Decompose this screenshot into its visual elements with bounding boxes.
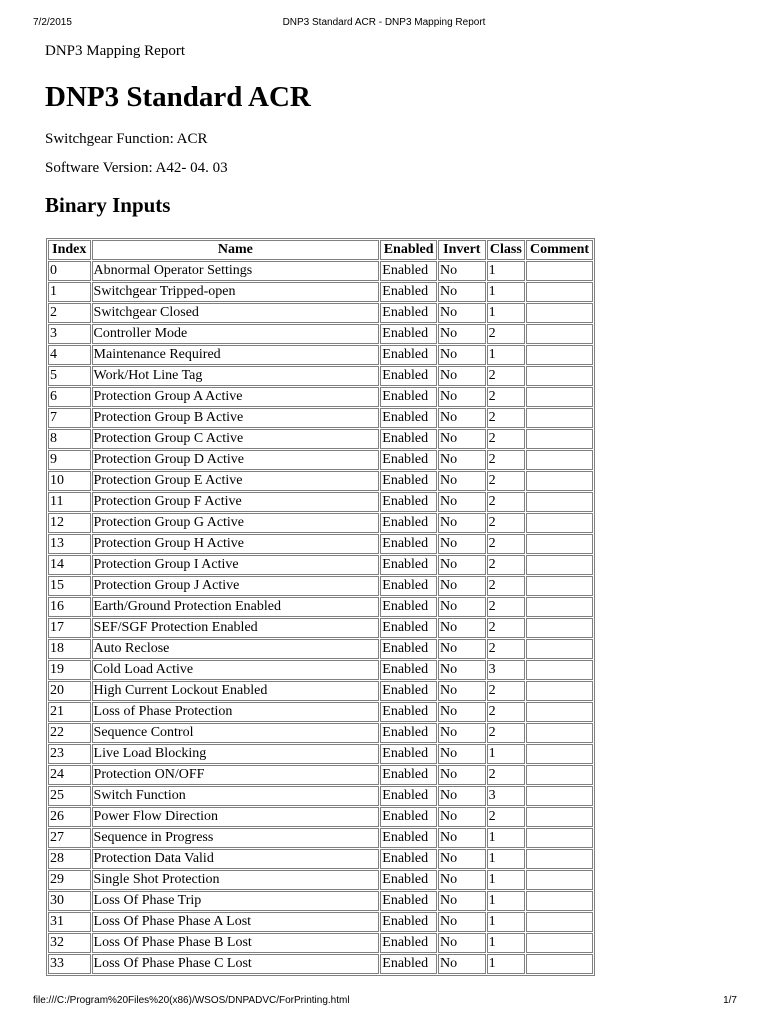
cell-comment (526, 387, 593, 407)
cell-comment (526, 870, 593, 890)
cell-comment (526, 639, 593, 659)
cell-invert: No (438, 429, 486, 449)
cell-index: 5 (48, 366, 91, 386)
cell-comment (526, 807, 593, 827)
cell-class: 2 (487, 597, 525, 617)
header-enabled: Enabled (380, 240, 437, 260)
cell-enabled: Enabled (380, 933, 437, 953)
cell-comment (526, 660, 593, 680)
cell-index: 20 (48, 681, 91, 701)
cell-comment (526, 261, 593, 281)
cell-comment (526, 912, 593, 932)
document-title: DNP3 Standard ACR (45, 81, 311, 113)
cell-index: 31 (48, 912, 91, 932)
binary-inputs-table (46, 238, 595, 976)
cell-class: 2 (487, 513, 525, 533)
cell-name: Protection Group I Active (92, 555, 380, 575)
table-row (48, 429, 593, 449)
table-row (48, 513, 593, 533)
cell-invert: No (438, 744, 486, 764)
cell-class: 1 (487, 345, 525, 365)
cell-enabled: Enabled (380, 345, 437, 365)
cell-class: 2 (487, 408, 525, 428)
cell-name: Single Shot Protection (92, 870, 380, 890)
cell-comment (526, 576, 593, 596)
cell-enabled: Enabled (380, 870, 437, 890)
cell-invert: No (438, 366, 486, 386)
cell-comment (526, 450, 593, 470)
cell-name: Loss Of Phase Phase B Lost (92, 933, 380, 953)
print-footer (0, 992, 768, 1012)
cell-class: 2 (487, 471, 525, 491)
cell-enabled: Enabled (380, 366, 437, 386)
cell-class: 2 (487, 450, 525, 470)
cell-enabled: Enabled (380, 891, 437, 911)
cell-enabled: Enabled (380, 471, 437, 491)
software-version: Software Version: A42- 04. 03 (45, 160, 228, 176)
cell-name: Protection Group F Active (92, 492, 380, 512)
table-row (48, 261, 593, 281)
table-row (48, 765, 593, 785)
cell-invert: No (438, 891, 486, 911)
table-row (48, 618, 593, 638)
cell-comment (526, 471, 593, 491)
cell-index: 28 (48, 849, 91, 869)
cell-invert: No (438, 450, 486, 470)
cell-name: Protection Group G Active (92, 513, 380, 533)
cell-name: Cold Load Active (92, 660, 380, 680)
cell-index: 19 (48, 660, 91, 680)
cell-comment (526, 345, 593, 365)
cell-index: 0 (48, 261, 91, 281)
table-row (48, 744, 593, 764)
cell-name: High Current Lockout Enabled (92, 681, 380, 701)
cell-enabled: Enabled (380, 744, 437, 764)
cell-name: Maintenance Required (92, 345, 380, 365)
table-row (48, 912, 593, 932)
cell-class: 1 (487, 870, 525, 890)
table-row (48, 408, 593, 428)
cell-comment (526, 366, 593, 386)
cell-enabled: Enabled (380, 639, 437, 659)
cell-class: 1 (487, 303, 525, 323)
cell-enabled: Enabled (380, 513, 437, 533)
cell-invert: No (438, 387, 486, 407)
cell-class: 2 (487, 534, 525, 554)
header-class: Class (487, 240, 525, 260)
cell-index: 2 (48, 303, 91, 323)
table-row (48, 933, 593, 953)
cell-name: Protection Group H Active (92, 534, 380, 554)
table-row (48, 450, 593, 470)
table-row (48, 471, 593, 491)
cell-class: 3 (487, 660, 525, 680)
cell-class: 2 (487, 765, 525, 785)
cell-invert: No (438, 786, 486, 806)
table-row (48, 639, 593, 659)
table-row (48, 387, 593, 407)
table-body (48, 261, 593, 974)
cell-enabled: Enabled (380, 450, 437, 470)
cell-class: 1 (487, 744, 525, 764)
cell-comment (526, 891, 593, 911)
cell-name: Protection Group A Active (92, 387, 380, 407)
cell-index: 7 (48, 408, 91, 428)
cell-invert: No (438, 912, 486, 932)
table-row (48, 282, 593, 302)
cell-comment (526, 303, 593, 323)
cell-invert: No (438, 849, 486, 869)
cell-index: 9 (48, 450, 91, 470)
table-row (48, 555, 593, 575)
cell-index: 17 (48, 618, 91, 638)
cell-name: Protection Group E Active (92, 471, 380, 491)
cell-enabled: Enabled (380, 660, 437, 680)
cell-index: 33 (48, 954, 91, 974)
cell-class: 2 (487, 555, 525, 575)
cell-comment (526, 492, 593, 512)
cell-index: 25 (48, 786, 91, 806)
cell-invert: No (438, 807, 486, 827)
cell-comment (526, 282, 593, 302)
cell-class: 1 (487, 891, 525, 911)
cell-name: Power Flow Direction (92, 807, 380, 827)
table-row (48, 534, 593, 554)
cell-index: 12 (48, 513, 91, 533)
cell-invert: No (438, 618, 486, 638)
cell-index: 30 (48, 891, 91, 911)
cell-name: Auto Reclose (92, 639, 380, 659)
cell-name: Protection Group C Active (92, 429, 380, 449)
cell-index: 29 (48, 870, 91, 890)
cell-index: 16 (48, 597, 91, 617)
cell-class: 3 (487, 786, 525, 806)
table-row (48, 345, 593, 365)
cell-class: 1 (487, 933, 525, 953)
cell-enabled: Enabled (380, 597, 437, 617)
cell-comment (526, 429, 593, 449)
table-row (48, 786, 593, 806)
cell-index: 14 (48, 555, 91, 575)
cell-comment (526, 849, 593, 869)
cell-invert: No (438, 408, 486, 428)
cell-name: Loss of Phase Protection (92, 702, 380, 722)
table-row (48, 597, 593, 617)
cell-index: 15 (48, 576, 91, 596)
cell-comment (526, 618, 593, 638)
binary-inputs-table-container (46, 238, 595, 988)
cell-comment (526, 828, 593, 848)
table-row (48, 954, 593, 974)
report-content (45, 41, 745, 218)
cell-index: 11 (48, 492, 91, 512)
cell-comment (526, 681, 593, 701)
cell-enabled: Enabled (380, 912, 437, 932)
cell-name: Protection Group D Active (92, 450, 380, 470)
cell-name: Sequence Control (92, 723, 380, 743)
cell-enabled: Enabled (380, 492, 437, 512)
table-row (48, 807, 593, 827)
cell-name: Controller Mode (92, 324, 380, 344)
cell-comment (526, 324, 593, 344)
cell-enabled: Enabled (380, 807, 437, 827)
cell-name: Protection Group J Active (92, 576, 380, 596)
cell-index: 21 (48, 702, 91, 722)
header-index: Index (48, 240, 91, 260)
cell-invert: No (438, 324, 486, 344)
cell-name: Loss Of Phase Phase C Lost (92, 954, 380, 974)
cell-enabled: Enabled (380, 576, 437, 596)
cell-class: 1 (487, 912, 525, 932)
table-row (48, 660, 593, 680)
table-row (48, 576, 593, 596)
cell-name: Switchgear Tripped-open (92, 282, 380, 302)
cell-index: 10 (48, 471, 91, 491)
cell-name: Loss Of Phase Phase A Lost (92, 912, 380, 932)
cell-invert: No (438, 576, 486, 596)
cell-name: Loss Of Phase Trip (92, 891, 380, 911)
cell-name: Abnormal Operator Settings (92, 261, 380, 281)
cell-comment (526, 723, 593, 743)
cell-invert: No (438, 261, 486, 281)
print-page-title: DNP3 Standard ACR - DNP3 Mapping Report (282, 17, 486, 28)
report-label: DNP3 Mapping Report (45, 43, 185, 59)
cell-class: 2 (487, 429, 525, 449)
cell-invert: No (438, 702, 486, 722)
cell-index: 13 (48, 534, 91, 554)
cell-class: 2 (487, 576, 525, 596)
cell-index: 22 (48, 723, 91, 743)
cell-invert: No (438, 933, 486, 953)
section-title-binary-inputs: Binary Inputs (45, 193, 171, 217)
cell-enabled: Enabled (380, 723, 437, 743)
cell-enabled: Enabled (380, 324, 437, 344)
cell-invert: No (438, 471, 486, 491)
cell-enabled: Enabled (380, 849, 437, 869)
cell-name: Switch Function (92, 786, 380, 806)
cell-name: Sequence in Progress (92, 828, 380, 848)
cell-class: 2 (487, 366, 525, 386)
table-row (48, 870, 593, 890)
cell-class: 2 (487, 702, 525, 722)
cell-invert: No (438, 681, 486, 701)
cell-comment (526, 765, 593, 785)
cell-invert: No (438, 282, 486, 302)
print-file-path: file:///C:/Program%20Files%20(x86)/WSOS/DNPADVC/ForPrinting.html (33, 995, 350, 1006)
cell-class: 2 (487, 324, 525, 344)
cell-enabled: Enabled (380, 261, 437, 281)
cell-enabled: Enabled (380, 954, 437, 974)
cell-index: 32 (48, 933, 91, 953)
cell-index: 24 (48, 765, 91, 785)
cell-enabled: Enabled (380, 282, 437, 302)
cell-comment (526, 408, 593, 428)
table-header-row (48, 240, 593, 260)
cell-index: 1 (48, 282, 91, 302)
table-row (48, 303, 593, 323)
cell-name: Protection Data Valid (92, 849, 380, 869)
cell-name: SEF/SGF Protection Enabled (92, 618, 380, 638)
cell-invert: No (438, 513, 486, 533)
cell-name: Switchgear Closed (92, 303, 380, 323)
cell-index: 23 (48, 744, 91, 764)
cell-enabled: Enabled (380, 555, 437, 575)
cell-name: Live Load Blocking (92, 744, 380, 764)
cell-comment (526, 702, 593, 722)
cell-class: 1 (487, 849, 525, 869)
table-row (48, 324, 593, 344)
cell-index: 4 (48, 345, 91, 365)
cell-class: 1 (487, 954, 525, 974)
cell-enabled: Enabled (380, 702, 437, 722)
cell-comment (526, 597, 593, 617)
table-row (48, 849, 593, 869)
cell-class: 1 (487, 282, 525, 302)
cell-comment (526, 513, 593, 533)
table-row (48, 723, 593, 743)
header-invert: Invert (438, 240, 486, 260)
cell-enabled: Enabled (380, 408, 437, 428)
cell-comment (526, 933, 593, 953)
cell-comment (526, 555, 593, 575)
table-row (48, 828, 593, 848)
cell-name: Earth/Ground Protection Enabled (92, 597, 380, 617)
cell-name: Protection Group B Active (92, 408, 380, 428)
cell-invert: No (438, 639, 486, 659)
cell-enabled: Enabled (380, 765, 437, 785)
cell-comment (526, 954, 593, 974)
cell-class: 2 (487, 807, 525, 827)
print-header (0, 0, 768, 32)
cell-enabled: Enabled (380, 786, 437, 806)
cell-invert: No (438, 954, 486, 974)
header-comment: Comment (526, 240, 593, 260)
cell-index: 27 (48, 828, 91, 848)
cell-enabled: Enabled (380, 618, 437, 638)
cell-invert: No (438, 597, 486, 617)
switchgear-function: Switchgear Function: ACR (45, 131, 208, 147)
cell-invert: No (438, 660, 486, 680)
table-row (48, 366, 593, 386)
cell-enabled: Enabled (380, 429, 437, 449)
header-name: Name (92, 240, 380, 260)
cell-class: 1 (487, 261, 525, 281)
table-row (48, 702, 593, 722)
cell-class: 2 (487, 492, 525, 512)
cell-class: 2 (487, 618, 525, 638)
cell-name: Work/Hot Line Tag (92, 366, 380, 386)
table-row (48, 891, 593, 911)
cell-enabled: Enabled (380, 534, 437, 554)
cell-class: 2 (487, 723, 525, 743)
cell-invert: No (438, 492, 486, 512)
cell-enabled: Enabled (380, 387, 437, 407)
table-row (48, 492, 593, 512)
cell-enabled: Enabled (380, 828, 437, 848)
cell-enabled: Enabled (380, 681, 437, 701)
cell-invert: No (438, 555, 486, 575)
print-page-number: 1/7 (723, 995, 737, 1006)
cell-name: Protection ON/OFF (92, 765, 380, 785)
cell-invert: No (438, 870, 486, 890)
cell-class: 2 (487, 639, 525, 659)
cell-class: 1 (487, 828, 525, 848)
cell-comment (526, 786, 593, 806)
cell-index: 6 (48, 387, 91, 407)
cell-comment (526, 534, 593, 554)
cell-invert: No (438, 828, 486, 848)
print-date: 7/2/2015 (33, 17, 72, 28)
cell-invert: No (438, 534, 486, 554)
cell-invert: No (438, 345, 486, 365)
cell-invert: No (438, 765, 486, 785)
cell-class: 2 (487, 387, 525, 407)
cell-index: 18 (48, 639, 91, 659)
cell-enabled: Enabled (380, 303, 437, 323)
cell-comment (526, 744, 593, 764)
table-row (48, 681, 593, 701)
cell-class: 2 (487, 681, 525, 701)
cell-index: 3 (48, 324, 91, 344)
cell-invert: No (438, 723, 486, 743)
cell-invert: No (438, 303, 486, 323)
cell-index: 26 (48, 807, 91, 827)
cell-index: 8 (48, 429, 91, 449)
